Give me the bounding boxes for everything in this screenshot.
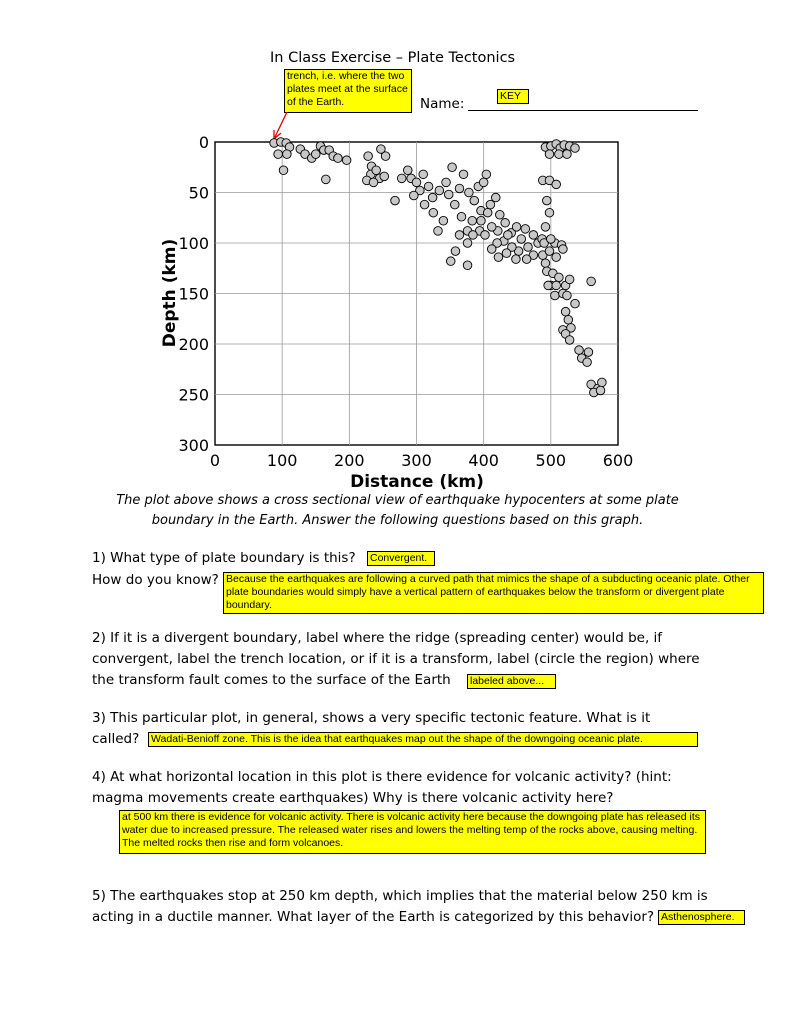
hypocenter-point	[543, 196, 552, 205]
x-tick-label: 600	[602, 451, 634, 470]
hypocenter-point	[455, 231, 464, 240]
hypocenter-point	[483, 208, 492, 217]
hypocenter-point	[552, 281, 561, 290]
hypocenter-point	[487, 223, 496, 232]
hypocenter-point	[545, 247, 554, 256]
hypocenter-point	[551, 291, 560, 300]
q1-followup-text: How do you know?	[92, 572, 219, 588]
x-axis-label: Distance (km)	[350, 472, 484, 492]
hypocenter-point	[501, 219, 510, 228]
hypocenter-point	[446, 257, 455, 266]
hypocenter-point	[571, 299, 580, 308]
hypocenter-point	[545, 150, 554, 159]
hypocenter-point	[429, 208, 438, 217]
trench-annotation: trench, i.e. where the two plates meet at the surface of the Earth.	[284, 69, 412, 113]
q5-text: 5) The earthquakes stop at 250 km depth, which implies that the material below 250 km is acting in a ductile manner. What layer of the Earth is categorized by this behavior?	[92, 888, 708, 925]
hypocenter-point	[435, 186, 444, 195]
x-tick-label: 500	[535, 451, 567, 470]
q3-answer: Wadati-Benioff zone. This is the idea that earthquakes map out the shape of the downgoing oceanic plate.	[148, 732, 698, 747]
key-badge: KEY	[497, 89, 529, 104]
y-tick-label: 100	[178, 234, 209, 253]
hypocenter-point	[545, 208, 554, 217]
hypocenter-point	[487, 245, 496, 254]
hypocenter-point	[517, 235, 526, 244]
hypocenter-point	[322, 175, 331, 184]
name-label: Name:	[420, 96, 465, 112]
hypocenter-point	[529, 231, 538, 240]
hypocenter-point	[482, 170, 491, 179]
hypocenter-point	[477, 216, 486, 225]
hypocenter-point	[522, 255, 531, 264]
hypocenter-point	[552, 180, 561, 189]
y-tick-label: 300	[178, 436, 209, 455]
hypocenter-point	[512, 255, 521, 264]
hypocenter-point	[544, 281, 553, 290]
hypocenter-point	[571, 144, 580, 153]
q2-answer: labeled above...	[467, 674, 556, 689]
hypocenter-point	[311, 150, 320, 159]
hypocenter-point	[596, 386, 605, 395]
hypocenter-point	[412, 178, 421, 187]
y-tick-labels	[178, 133, 209, 455]
q5-answer: Asthenosphere.	[658, 910, 745, 925]
hypocenter-point	[465, 188, 474, 197]
hypocenter-point	[565, 275, 574, 284]
hypocenter-point	[563, 291, 572, 300]
hypocenter-point	[439, 216, 448, 225]
hypocenter-point	[424, 182, 433, 191]
x-tick-labels	[210, 451, 633, 470]
hypocenter-point	[502, 249, 511, 258]
hypocenter-point	[495, 210, 504, 219]
q3-text: 3) This particular plot, in general, shows a very specific tectonic feature. What is it	[92, 710, 651, 726]
hypocenter-point	[274, 150, 283, 159]
hypocenter-point	[448, 163, 457, 172]
hypocenter-point	[369, 178, 378, 187]
hypocenter-point	[451, 247, 460, 256]
hypocenter-point	[403, 166, 412, 175]
hypocenter-point	[450, 200, 459, 209]
hypocenter-point	[434, 227, 443, 236]
hypocenter-point	[419, 170, 428, 179]
hypocenter-point	[494, 253, 503, 262]
x-tick-label: 400	[468, 451, 499, 470]
hypocenter-point	[283, 150, 292, 159]
hypocenter-point	[481, 231, 490, 240]
hypocenter-point	[491, 193, 500, 202]
q1-text: 1) What type of plate boundary is this?	[92, 550, 356, 566]
y-axis-label: Depth (km)	[160, 238, 180, 348]
x-tick-label: 300	[401, 451, 432, 470]
y-tick-label: 250	[178, 385, 209, 405]
hypocenter-point	[342, 156, 351, 165]
hypocenter-point	[372, 166, 381, 175]
hypocenter-point	[561, 307, 570, 316]
x-tick-label: 200	[334, 451, 365, 470]
hypocenter-point	[468, 216, 477, 225]
figure-caption: The plot above shows a cross sectional view of earthquake hypocenters at some plate boundary in the Earth. Answer the following questions based on this graph.	[116, 493, 679, 528]
hypocenter-point	[559, 245, 568, 254]
hypocenter-point	[555, 150, 564, 159]
hypocenter-point	[334, 154, 343, 163]
hypocenter-point	[583, 358, 592, 367]
hypocenter-point	[563, 150, 572, 159]
hypocenter-point	[547, 235, 556, 244]
q3-called-text: called?	[92, 731, 140, 747]
hypocenter-point	[420, 200, 429, 209]
x-tick-label: 100	[266, 451, 298, 470]
hypocenter-point	[504, 231, 513, 240]
y-tick-label: 0	[198, 133, 209, 152]
q1-answer-type: Convergent.	[367, 551, 435, 566]
hypocenter-point	[391, 196, 400, 205]
hypocenter-point	[470, 196, 479, 205]
hypocenter-point	[381, 152, 390, 161]
hypocenter-point	[587, 277, 596, 286]
hypocenter-point	[463, 261, 472, 270]
hypocenter-point	[444, 190, 453, 199]
x-tick-label: 0	[209, 451, 221, 470]
hypocenter-point	[552, 253, 561, 262]
hypocenter-point	[524, 243, 533, 252]
hypocenter-point	[555, 273, 564, 282]
hypocenter-point	[459, 170, 468, 179]
y-tick-label: 200	[178, 335, 209, 354]
q1-answer-reason: Because the earthquakes are following a curved path that mimics the shape of a subducting oceanic plate. Other plate boundaries would simply have a vertical pattern of earthquakes below the transform or divergent plate boundary.	[223, 572, 764, 614]
hypocenter-point	[469, 231, 478, 240]
hypocenter-point	[279, 166, 288, 175]
hypocenter-point	[364, 152, 373, 161]
hypocenter-point	[455, 184, 464, 193]
page-title: In Class Exercise – Plate Tectonics	[270, 50, 516, 66]
hypocenter-point	[479, 178, 488, 187]
earthquake-depth-chart	[0, 0, 791, 500]
hypocenter-point	[512, 223, 521, 232]
hypocenter-point	[410, 191, 419, 200]
hypocenter-point	[380, 172, 389, 181]
y-tick-label: 50	[188, 183, 209, 203]
hypocenter-point	[463, 239, 472, 248]
hypocenter-point	[541, 223, 550, 232]
y-tick-label: 150	[178, 284, 209, 304]
q4-answer: at 500 km there is evidence for volcanic activity. There is volcanic activity here because the downgoing plate has released its water due to increased pressure. The released water rises and lowers the melting temp of the rocks above, causing melting. The melted rocks then rise and form volcanoes.	[119, 810, 706, 854]
hypocenter-point	[428, 193, 437, 202]
hypocenter-point	[575, 346, 584, 355]
q2-text: 2) If it is a divergent boundary, label where the ridge (spreading center) would be, if convergent, label the trench location, or if it is a transform, label (circle the region) where the transform fault comes to the surface of the Earth	[92, 630, 700, 688]
hypocenter-point	[584, 348, 593, 357]
hypocenter-point	[541, 259, 550, 268]
hypocenter-point	[457, 212, 466, 221]
hypocenter-point	[397, 174, 406, 183]
hypocenter-point	[564, 315, 573, 324]
hypocenter-point	[598, 378, 607, 387]
hypocenter-point	[442, 178, 451, 187]
hypocenter-point	[565, 336, 574, 345]
q4-text: 4) At what horizontal location in this plot is there evidence for volcanic activity? (hint: magma movements create earthquakes) Why is there volcanic activity here?	[92, 769, 672, 806]
hypocenter-point	[521, 225, 530, 234]
